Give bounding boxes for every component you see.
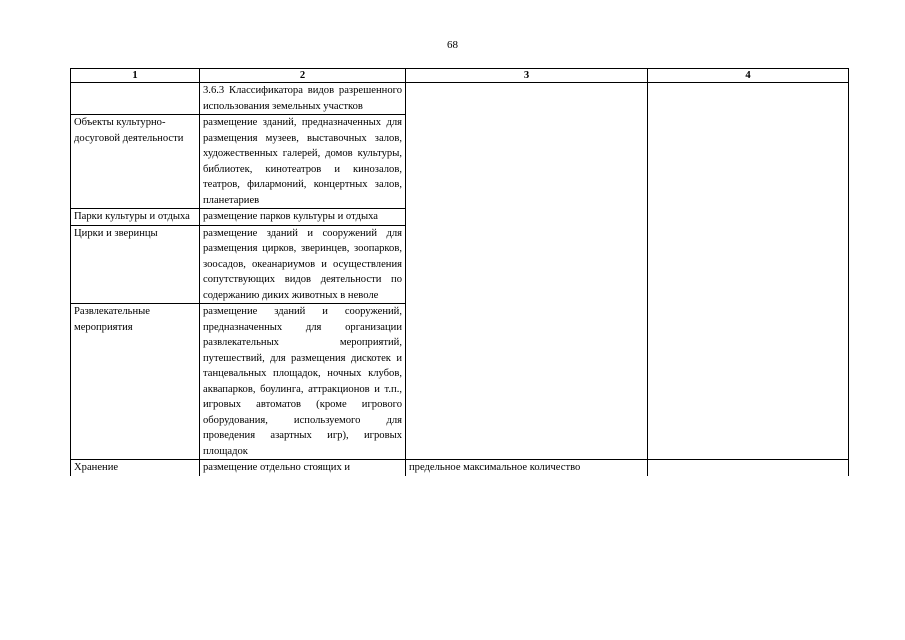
row-description-cell: 3.6.3 Классификатора видов разрешенного использования земельных участков: [200, 83, 406, 115]
params-cell-merged: [406, 83, 648, 460]
row-notes-cell: [648, 460, 849, 476]
notes-cell-merged: [648, 83, 849, 460]
row-name-cell: Хранение: [71, 460, 200, 476]
row-description-cell: размещение отдельно стоящих и: [200, 460, 406, 476]
row-description-cell: размещение зданий и сооружений для размещения цирков, зверинцев, зоопарков, зоосадов, океанариумов и осуществления сопутствующих видов деятельности по содержанию диких животных в неволе: [200, 225, 406, 304]
page-number: 68: [447, 39, 458, 51]
table-row: [71, 460, 849, 476]
row-description-cell: размещение зданий, предназначенных для размещения музеев, выставочных залов, художественных галерей, домов культуры, библиотек, кинотеатров и кинозалов, театров, филармоний, концертных залов, планетариев: [200, 115, 406, 209]
row-name-cell: [71, 83, 200, 115]
row-name-cell: Объекты культурно-досуговой деятельности: [71, 115, 200, 209]
row-name-cell: Развлекательные мероприятия: [71, 304, 200, 460]
row-params-cell: предельное максимальное количество: [406, 460, 648, 476]
column-header-4: 4: [648, 69, 849, 83]
row-name-cell: Парки культуры и отдыха: [71, 209, 200, 226]
row-description-cell: размещение зданий и сооружений, предназначенных для организации развлекательных мероприятий, путешествий, для размещения дискотек и танцевальных площадок, ночных клубов, аквапарков, боулинга, аттракционов и т.п., игровых автоматов (кроме игрового оборудования, используемого для проведения азартных игр), игровых площадок: [200, 304, 406, 460]
zoning-table: [70, 68, 849, 476]
column-header-3: 3: [406, 69, 648, 83]
table-header-row: [71, 69, 849, 83]
row-name-cell: Цирки и зверинцы: [71, 225, 200, 304]
row-description-cell: размещение парков культуры и отдыха: [200, 209, 406, 226]
column-header-2: 2: [200, 69, 406, 83]
column-header-1: 1: [71, 69, 200, 83]
table-row: [71, 83, 849, 115]
